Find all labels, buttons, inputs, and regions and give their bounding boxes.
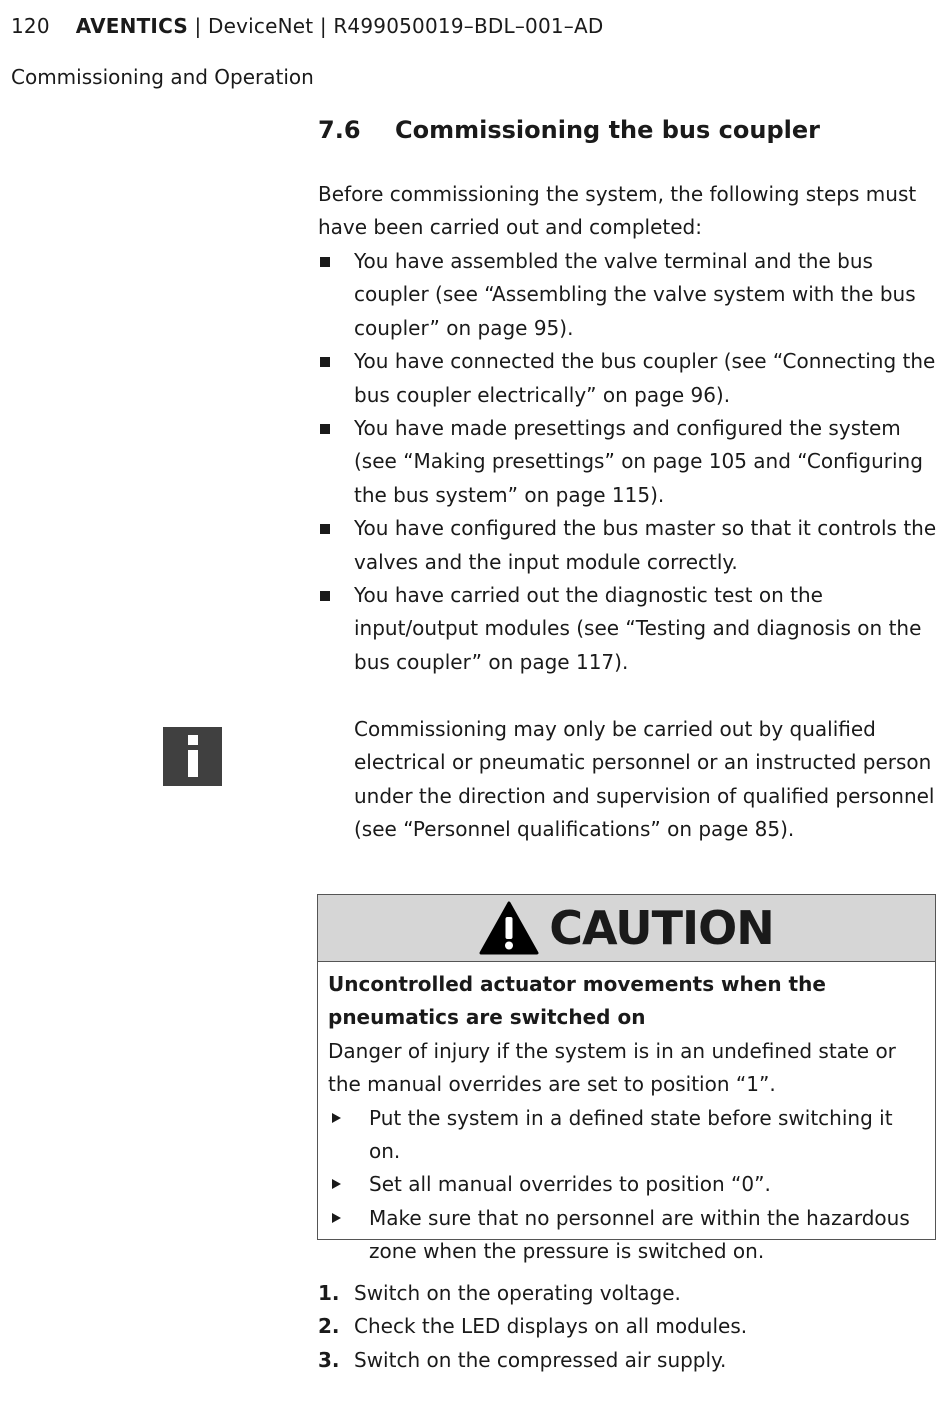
document-info: | DeviceNet | R499050019–BDL–001–AD <box>194 14 604 38</box>
caution-label: CAUTION <box>549 901 774 955</box>
prerequisite-list <box>318 245 948 679</box>
caution-header <box>318 895 935 962</box>
section-number: 7.6 <box>318 116 361 144</box>
info-icon <box>163 727 222 786</box>
step-text: Switch on the compressed air supply. <box>354 1347 727 1372</box>
step-text: Switch on the operating voltage. <box>354 1281 681 1305</box>
list-item-text: You have carried out the diagnostic test on the input/output modules (see “Testing and diagnosis on the bus coupler” on page 117). <box>354 583 922 674</box>
list-item-text: You have connected the bus coupler (see “Connecting the bus coupler electrically” on page 96). <box>354 349 936 407</box>
step-number: 1. <box>318 1281 340 1305</box>
list-item <box>318 245 948 345</box>
page-header <box>11 12 603 40</box>
step-item <box>318 1277 938 1310</box>
step-text: Check the LED displays on all modules. <box>354 1314 748 1339</box>
brand-name: AVENTICS <box>75 14 188 38</box>
step-item <box>318 1310 938 1343</box>
caution-content <box>318 962 935 1269</box>
list-item-text: You have assembled the valve terminal and the bus coupler (see “Assembling the valve system with the bus coupler” on page 95). <box>354 249 916 340</box>
list-item <box>318 412 948 512</box>
step-number: 3. <box>318 1347 340 1372</box>
list-item <box>318 579 948 679</box>
list-item-text: Make sure that no personnel are within the hazardous zone when the pressure is switched on. <box>369 1205 910 1264</box>
list-item <box>328 1102 925 1169</box>
bullet-square-icon <box>320 257 330 267</box>
arrow-right-icon <box>332 1113 341 1123</box>
caution-box <box>317 894 936 1264</box>
section-heading <box>318 114 820 146</box>
step-item <box>318 1344 938 1377</box>
list-item <box>318 512 948 579</box>
arrow-right-icon <box>332 1179 341 1189</box>
list-item-text: You have configured the bus master so that it controls the valves and the input module correctly. <box>354 516 937 574</box>
step-number: 2. <box>318 1314 340 1339</box>
list-item <box>318 345 948 412</box>
bullet-square-icon <box>320 424 330 434</box>
arrow-right-icon <box>332 1213 341 1223</box>
list-item <box>328 1202 925 1269</box>
section-title: Commissioning the bus coupler <box>395 116 820 144</box>
section-name: Commissioning and Operation <box>11 65 314 89</box>
procedure-steps <box>318 1277 938 1377</box>
bullet-square-icon <box>320 357 330 367</box>
list-item-text: You have made presettings and configured the system (see “Making presettings” on page 105 and “Configuring the bus system” on page 115). <box>354 416 923 507</box>
caution-description: Danger of injury if the system is in an undefined state or the manual overrides are set to position “1”. <box>328 1038 896 1097</box>
bullet-square-icon <box>320 524 330 534</box>
caution-title: Uncontrolled actuator movements when the pneumatics are switched on <box>328 972 826 1030</box>
list-item <box>328 1168 925 1201</box>
info-note: Commissioning may only be carried out by qualified electrical or pneumatic personnel or an instructed person under the direction and supervision of qualified personnel (see “Personnel qualifications” on page 85). <box>354 717 935 842</box>
list-item-text: Set all manual overrides to position “0”. <box>369 1172 771 1197</box>
caution-action-list <box>328 1102 925 1269</box>
warning-triangle-icon <box>479 901 539 955</box>
page-number: 120 <box>11 14 50 38</box>
intro-paragraph: Before commissioning the system, the following steps must have been carried out and completed: <box>318 182 917 240</box>
list-item-text: Put the system in a defined state before switching it on. <box>369 1105 893 1164</box>
bullet-square-icon <box>320 591 330 601</box>
